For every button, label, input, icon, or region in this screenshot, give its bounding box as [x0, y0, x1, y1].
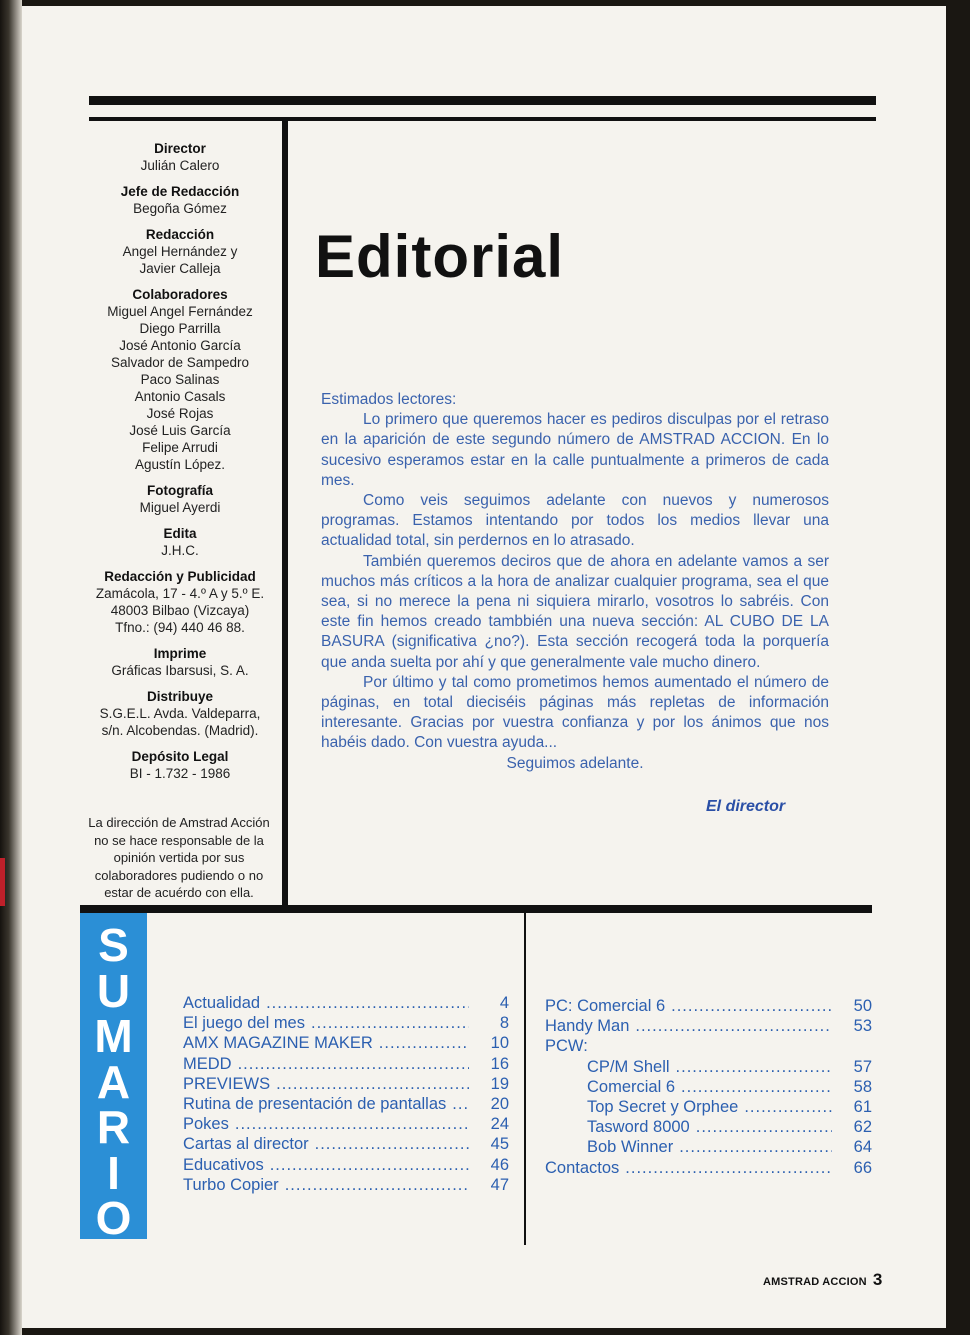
leader-dots — [238, 1055, 469, 1074]
masthead-name: José Rojas — [146, 406, 214, 421]
leader-dots — [235, 1115, 469, 1134]
disclaimer-text: La dirección de Amstrad Acción no se hace responsable de la opinión vertida por sus colaboradores pudiendo o no estar de acuérdo con ella. — [88, 815, 270, 900]
contents-entry — [183, 1095, 509, 1115]
contents-entry-page: 58 — [853, 1077, 872, 1096]
leader-dots — [635, 1017, 832, 1036]
masthead-role: Redacción — [145, 227, 215, 242]
page-footer — [763, 1270, 883, 1290]
sumario-letter: M — [94, 1010, 133, 1062]
footer-page-number: 3 — [872, 1270, 883, 1289]
masthead-group — [84, 482, 276, 516]
top-thin-rule — [89, 117, 876, 121]
contents-entry — [545, 1159, 872, 1179]
masthead-role: Fotografía — [147, 483, 213, 498]
sumario-letter: A — [96, 1055, 131, 1108]
masthead-name: s/n. Alcobendas. (Madrid). — [101, 723, 259, 738]
contents-entry — [545, 1098, 872, 1118]
masthead-role: Edita — [163, 526, 197, 541]
contents-entry-page: 64 — [853, 1138, 872, 1157]
contents-entry-page: 47 — [490, 1175, 509, 1194]
masthead-name: BI - 1.732 - 1986 — [129, 766, 231, 781]
sumario-letter: O — [95, 1192, 132, 1244]
masthead-role: Director — [154, 141, 206, 156]
masthead-name: Paco Salinas — [140, 372, 220, 387]
leader-dots — [744, 1098, 832, 1117]
contents-entry — [545, 997, 872, 1017]
contents-entry — [545, 1078, 872, 1098]
sumario-letter: U — [96, 964, 131, 1017]
masthead-name: Javier Calleja — [139, 261, 221, 276]
contents-entry-title: El juego del mes — [183, 1014, 305, 1033]
masthead-role: Depósito Legal — [131, 749, 229, 764]
masthead-name: Miguel Ayerdi — [139, 500, 221, 515]
editorial-closing: Seguimos adelante. — [506, 754, 644, 772]
leader-dots — [285, 1176, 469, 1195]
contents-entry-title: Rutina de presentación de pantallas — [183, 1094, 447, 1113]
contents-entry — [183, 1034, 509, 1054]
sumario-heading — [80, 919, 147, 1244]
masthead-name: Agustín López. — [134, 457, 226, 472]
editorial-body — [321, 390, 829, 774]
editorial-paragraph: También queremos deciros que de ahora en adelante vamos a ser muchos más críticos a la hora de analizar cualquier programa, sea el que sea, si no merece la pena ni siquiera mirarlo, vosotros lo sabréis. Con este fin hemos creado tambbién una nueva sección: AL CUBO DE LA BASURA (significativa ¿no?). Esta sección recogerá toda la porquería que anda suelta por ahí y que generalmente vale mucho dinero. — [321, 552, 829, 671]
masthead-name: 48003 Bilbao (Vizcaya) — [110, 603, 250, 618]
masthead-role: Colaboradores — [132, 287, 228, 302]
masthead-group — [84, 525, 276, 559]
contents-entry-title: Comercial 6 — [587, 1077, 676, 1096]
contents-entry-title: Contactos — [545, 1158, 620, 1177]
contents-entry-title: Turbo Copier — [183, 1175, 279, 1194]
editorial-paragraph: Lo primero que queremos hacer es pediros disculpas por el retraso en la aparición de este segundo número de AMSTRAD ACCION. En lo sucesivo esperamos estar en la calle puntualmente a primeros de cada mes. — [321, 411, 829, 489]
masthead-name: Angel Hernández y — [122, 244, 238, 259]
masthead-group — [84, 645, 276, 679]
leader-dots — [671, 997, 832, 1016]
contents-entry-page: 62 — [853, 1118, 872, 1137]
contents-entry-title: Handy Man — [545, 1017, 630, 1036]
masthead-role: Redacción y Publicidad — [104, 569, 256, 584]
contents-entry — [545, 1058, 872, 1078]
contents-entry-page: 45 — [490, 1135, 509, 1154]
contents-entry — [183, 1176, 509, 1196]
contents-entry-title: Bob Winner — [587, 1138, 674, 1157]
contents-entry-page: 8 — [499, 1014, 509, 1033]
contents-entry-page: 10 — [490, 1034, 509, 1053]
masthead-name: Tfno.: (94) 440 46 88. — [115, 620, 245, 635]
masthead-group — [84, 140, 276, 174]
masthead-role: Distribuye — [146, 689, 214, 704]
masthead-name: Salvador de Sampedro — [110, 355, 250, 370]
contents-list-right — [545, 997, 872, 1179]
masthead-role: Jefe de Redacción — [120, 184, 240, 199]
sumario-vertical-band — [80, 913, 147, 1244]
contents-entry-title: PCW: — [545, 1037, 588, 1056]
leader-dots — [452, 1095, 469, 1114]
footer-magazine-name: AMSTRAD ACCION — [763, 1276, 867, 1288]
contents-entry — [183, 1055, 509, 1075]
binding-spine — [0, 0, 22, 1335]
leader-dots — [270, 1156, 469, 1175]
contents-entry-page: 50 — [853, 997, 872, 1015]
contents-entry — [545, 1017, 872, 1037]
top-thick-rule — [89, 96, 876, 105]
editorial-paragraph: Por último y tal como prometimos hemos aumentado el número de páginas, en total dieciséis páginas más repletas de información interesante. Gracias por vuestra confianza y por los ánimos que nos habéis dado. Con vuestra ayuda... — [321, 673, 829, 752]
contents-entry-page: 20 — [490, 1094, 509, 1113]
masthead-name: S.G.E.L. Avda. Valdeparra, — [99, 706, 261, 721]
leader-dots — [315, 1135, 469, 1154]
contents-entry-page: 24 — [490, 1115, 509, 1134]
editorial-paragraph: Como veis seguimos adelante con nuevos y numerosos programas. Estamos intentando por todos los medios llevar una actualidad total, sin perdernos en lo atrasado. — [321, 492, 829, 550]
sumario-top-rule — [80, 905, 872, 913]
contents-entry-page: 46 — [490, 1155, 509, 1174]
leader-dots — [266, 994, 469, 1013]
masthead-group — [84, 688, 276, 739]
contents-entry-page: 61 — [853, 1097, 872, 1116]
contents-entry — [545, 1118, 872, 1138]
contents-entry-title: Pokes — [183, 1115, 229, 1134]
contents-entry-title: Educativos — [183, 1155, 264, 1174]
masthead-group — [84, 183, 276, 217]
masthead-credits — [84, 140, 276, 791]
contents-entry-title: PREVIEWS — [183, 1074, 271, 1093]
masthead-name: Gráficas Ibarsusi, S. A. — [111, 663, 249, 678]
contents-entry-page: 16 — [490, 1054, 509, 1073]
contents-entry — [183, 1014, 509, 1034]
masthead-name: Miguel Angel Fernández — [107, 304, 253, 319]
leader-dots — [625, 1159, 832, 1178]
masthead-divider — [282, 121, 288, 905]
masthead-name: Diego Parrilla — [139, 321, 221, 336]
spine-color-mark — [0, 858, 5, 906]
contents-entry-title: Cartas al director — [183, 1135, 309, 1154]
editorial-title: Editorial — [315, 223, 565, 290]
sumario-column-divider — [524, 913, 526, 1245]
contents-entry-page: 4 — [499, 994, 509, 1012]
contents-entry — [183, 1156, 509, 1176]
masthead-role: Imprime — [153, 646, 207, 661]
masthead-name: José Luis García — [129, 423, 231, 438]
contents-entry — [183, 1135, 509, 1155]
masthead-name: José Antonio García — [119, 338, 241, 353]
leader-dots — [696, 1118, 832, 1137]
contents-entry-page: 66 — [853, 1158, 872, 1177]
editorial-signature: El director — [706, 798, 786, 815]
leader-dots — [676, 1058, 832, 1077]
contents-entry — [545, 1138, 872, 1158]
masthead-group — [84, 748, 276, 782]
masthead-name: Antonio Casals — [134, 389, 226, 404]
contents-entry-title: MEDD — [183, 1054, 232, 1073]
masthead-group — [84, 568, 276, 636]
masthead-name: J.H.C. — [161, 543, 199, 558]
contents-entry-title: Actualidad — [183, 994, 261, 1012]
contents-entry — [183, 1075, 509, 1095]
contents-entry — [183, 1115, 509, 1135]
leader-dots — [311, 1014, 469, 1033]
sumario-letter: I — [107, 1146, 120, 1199]
contents-entry-page: 19 — [490, 1074, 509, 1093]
masthead-name: Julián Calero — [140, 158, 220, 173]
editorial-greeting: Estimados lectores: — [321, 391, 457, 408]
masthead-group — [84, 226, 276, 277]
masthead-group — [84, 286, 276, 473]
contents-entry-title: CP/M Shell — [587, 1057, 670, 1076]
contents-entry-title: PC: Comercial 6 — [545, 997, 666, 1015]
contents-entry-title: Tasword 8000 — [587, 1118, 690, 1137]
contents-list-left — [183, 994, 509, 1196]
contents-entry-page: 53 — [853, 1017, 872, 1036]
contents-entry-title: Top Secret y Orphee — [587, 1097, 739, 1116]
sumario-letter: S — [98, 919, 129, 971]
leader-dots — [679, 1138, 832, 1157]
masthead-name: Begoña Gómez — [133, 201, 227, 216]
masthead-name: Zamácola, 17 - 4.º A y 5.º E. — [95, 586, 265, 601]
contents-entry — [183, 994, 509, 1014]
leader-dots — [681, 1078, 832, 1097]
contents-entry-title: AMX MAGAZINE MAKER — [183, 1034, 373, 1053]
leader-dots — [276, 1075, 469, 1094]
sumario-letter: R — [96, 1101, 131, 1153]
contents-entry-page: 57 — [853, 1057, 872, 1076]
contents-entry — [545, 1037, 872, 1057]
masthead-name: Felipe Arrudi — [142, 440, 218, 455]
leader-dots — [379, 1034, 469, 1053]
